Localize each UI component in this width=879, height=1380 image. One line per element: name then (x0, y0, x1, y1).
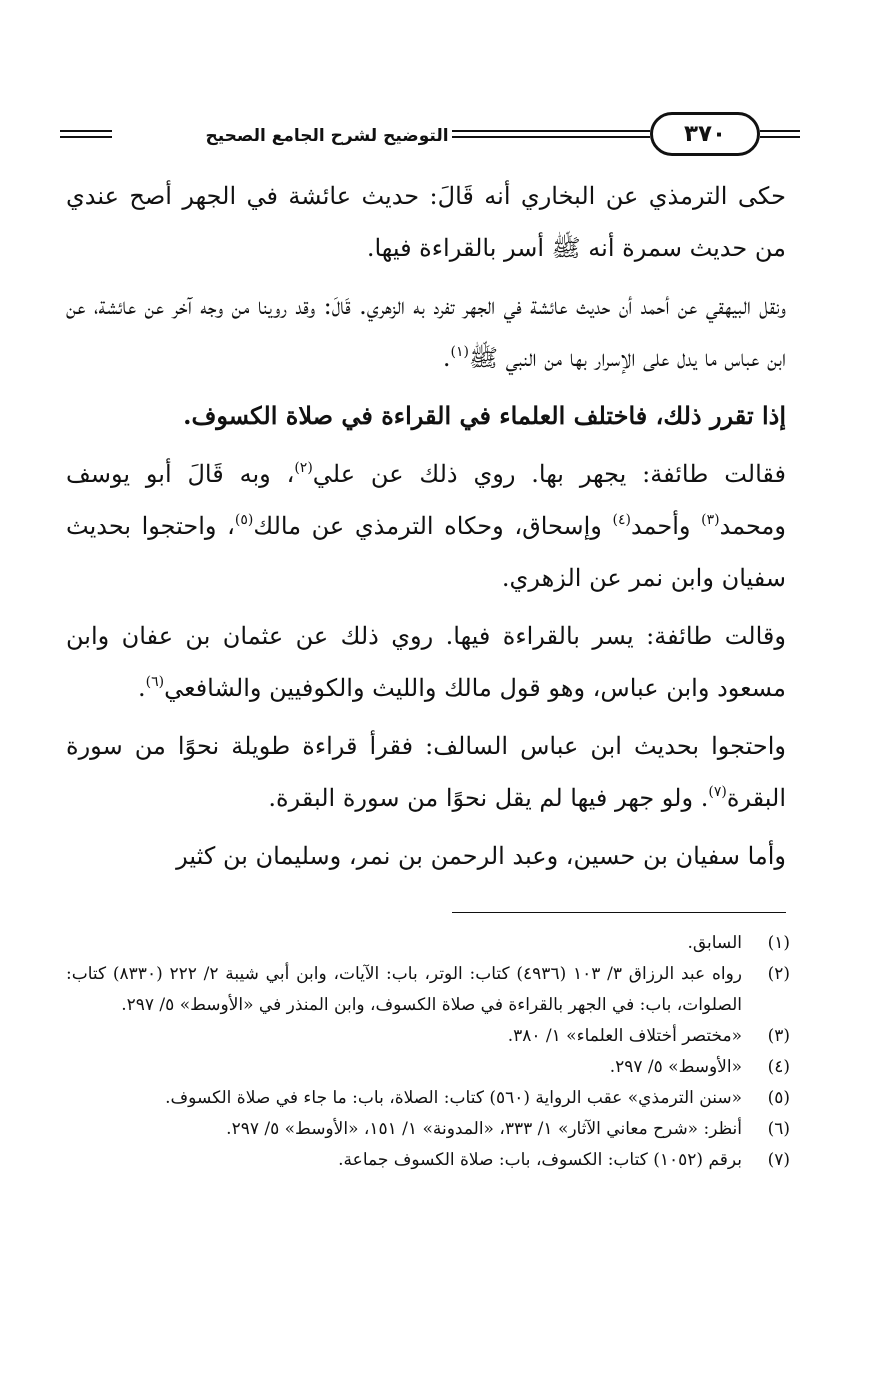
header-rule-middle-2 (452, 136, 650, 138)
footnote-number: (٥) (767, 1088, 790, 1108)
paragraph-1 (66, 170, 786, 274)
paragraph-6-end: . ولو جهر فيها لم يقل نحوًا من سورة البقرة. (268, 784, 709, 812)
footnote-text: السابق. (687, 933, 742, 953)
page-number-frame (650, 112, 760, 156)
footnote-ref-5: (٥) (234, 512, 254, 528)
footnote-4 (66, 1052, 790, 1083)
paragraph-6-text: واحتجوا بحديث ابن عباس السالف: فقرأ قراءة طويلة نحوًا من سورة البقرة (66, 732, 786, 812)
header-rule-middle (452, 130, 650, 132)
paragraph-7-text: وأما سفيان بن حسين، وعبد الرحمن بن نمر، وسليمان بن كثير (176, 842, 786, 870)
footnotes (66, 928, 790, 1176)
paragraph-4 (66, 448, 786, 604)
main-text (66, 170, 786, 888)
paragraph-4-text-e: ، واحتجوا بحديث سفيان وابن نمر عن الزهري. (66, 512, 786, 592)
paragraph-1-text: حكى الترمذي عن البخاري أنه قَالَ: حديث عائشة في الجهر أصح عندي من حديث سمرة أنه ﷺ أسر بالقراءة فيها. (66, 182, 786, 262)
paragraph-2-end: . (442, 344, 451, 372)
header-rule-left (60, 130, 112, 132)
footnote-number: (٣) (767, 1026, 790, 1046)
footnote-ref-1: (١) (450, 344, 469, 360)
footnote-3 (66, 1021, 790, 1052)
paragraph-4-text-a: فقالت طائفة: يجهر بها. روي ذلك عن علي (312, 460, 787, 488)
footnote-7 (66, 1145, 790, 1176)
footnote-number: (٧) (767, 1150, 790, 1170)
paragraph-4-text-b: ، وبه قَالَ أبو يوسف ومحمد (66, 460, 786, 540)
header-rule-right (760, 130, 800, 132)
footnote-number: (١) (767, 933, 790, 953)
paragraph-2-text: ونقل البيهقي عن أحمد أن حديث عائشة في الجهر تفرد به الزهري. قَالَ: وقد روينا من وجه آخر عن عائشة، عن ابن عباس ما يدل على الإسرار بها من النبي ﷺ (66, 292, 786, 372)
paragraph-3-lead: إذا تقرر ذلك، (655, 401, 786, 430)
footnote-number: (٦) (767, 1119, 790, 1139)
footnote-text: «سنن الترمذي» عقب الرواية (٥٦٠) كتاب: الصلاة، باب: ما جاء في صلاة الكسوف. (165, 1088, 742, 1108)
paragraph-6 (66, 720, 786, 824)
footnote-text: «الأوسط» ٥/ ٢٩٧. (609, 1057, 742, 1077)
paragraph-7 (66, 830, 786, 882)
paragraph-5-text: وقالت طائفة: يسر بالقراءة فيها. روي ذلك عن عثمان بن عفان وابن مسعود وابن عباس، وهو قول مالك والليث والكوفيين والشافعي (66, 622, 786, 702)
footnote-5 (66, 1083, 790, 1114)
footnote-number: (٤) (767, 1057, 790, 1077)
paragraph-3-text: فاختلف العلماء في القراءة في صلاة الكسوف. (183, 401, 656, 430)
footnote-number: (٢) (767, 964, 790, 984)
footnote-ref-4: (٤) (612, 512, 631, 528)
footnote-ref-7: (٧) (708, 784, 727, 800)
header-rule-left-2 (60, 136, 112, 138)
footnote-text: برقم (١٠٥٢) كتاب: الكسوف، باب: صلاة الكسوف جماعة. (338, 1150, 742, 1170)
page-header (60, 112, 800, 162)
paragraph-5 (66, 610, 786, 714)
paragraph-4-text-c: وأحمد (630, 512, 702, 540)
footnote-1 (66, 928, 790, 959)
paragraph-3 (66, 390, 786, 442)
header-rule-right-2 (760, 136, 800, 138)
footnote-separator (452, 912, 786, 913)
footnote-ref-6: (٦) (145, 674, 165, 690)
book-title: التوضيح لشرح الجامع الصحيح (205, 126, 449, 146)
paragraph-5-end: . (138, 674, 146, 702)
footnote-text: رواه عبد الرزاق ٣/ ١٠٣ (٤٩٣٦) كتاب: الوتر، باب: الآيات، وابن أبي شيبة ٢/ ٢٢٢ (٨٣٣٠) كتاب: الصلوات، باب: في الجهر بالقراءة في صلاة الكسوف، وابن المنذر في «الأوسط» ٥/ ٢٩٧. (66, 964, 742, 1015)
footnote-ref-3: (٣) (701, 512, 720, 528)
page-number: ٣٧٠ (683, 121, 727, 147)
paragraph-2 (66, 280, 786, 384)
paragraph-4-text-d: وإسحاق، وحكاه الترمذي عن مالك (253, 512, 613, 540)
footnote-text: «مختصر أختلاف العلماء» ١/ ٣٨٠. (507, 1026, 742, 1046)
footnote-ref-2: (٢) (294, 460, 313, 476)
footnote-2 (66, 959, 790, 1021)
footnote-text: أنظر: «شرح معاني الآثار» ١/ ٣٣٣، «المدونة» ١/ ١٥١، «الأوسط» ٥/ ٢٩٧. (226, 1119, 742, 1139)
footnote-6 (66, 1114, 790, 1145)
